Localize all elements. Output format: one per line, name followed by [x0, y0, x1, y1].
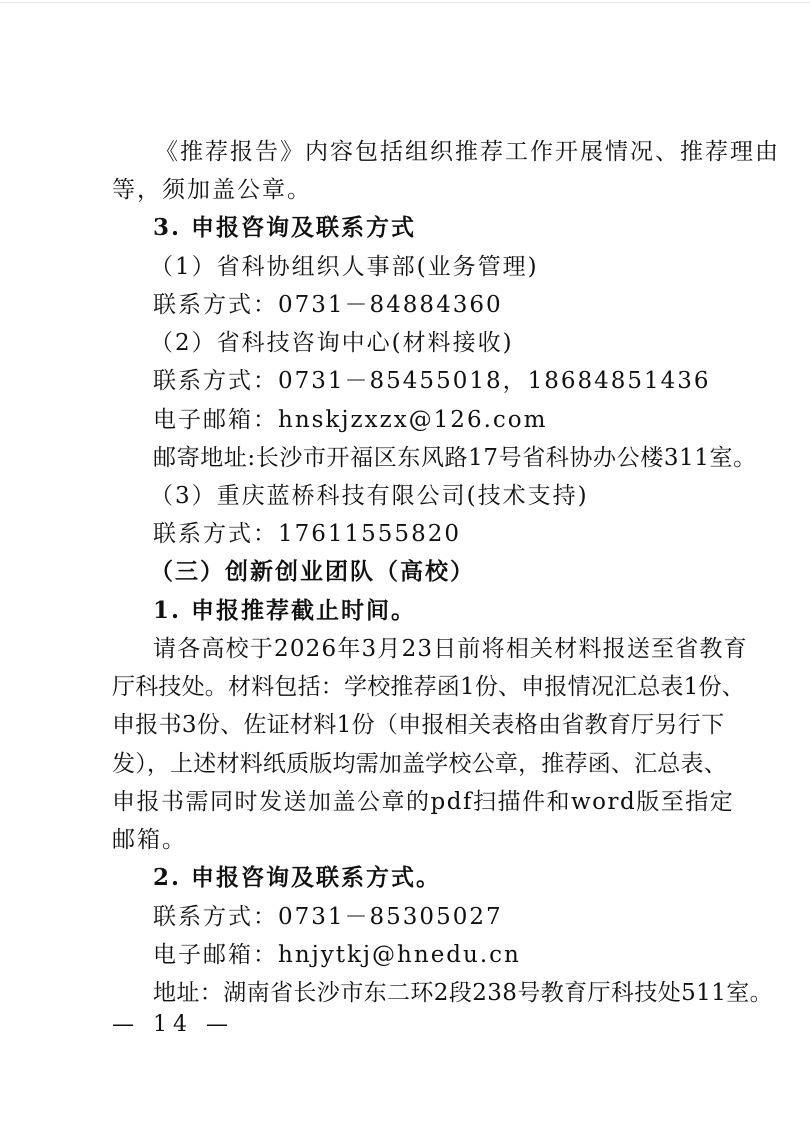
- scan-edge-line: [0, 2, 810, 3]
- paragraph-line: 等，须加盖公章。: [112, 177, 312, 203]
- paragraph-line: 联系方式：17611555820: [153, 521, 461, 547]
- paragraph-line: 申报书3份、佐证材料1份（申报相关表格由省教育厅另行下: [112, 712, 725, 738]
- paragraph-line: 申报书需同时发送加盖公章的pdf扫描件和word版至指定: [112, 789, 735, 815]
- paragraph-line: 地址：湖南省长沙市东二环2段238号教育厅科技处511室。: [153, 980, 774, 1006]
- paragraph-line: 电子邮箱：hnskjzxzx@126.com: [153, 407, 548, 433]
- page-number: — 14 —: [112, 1012, 234, 1037]
- paragraph-line: 《推荐报告》内容包括组织推荐工作开展情况、推荐理由: [155, 139, 780, 165]
- paragraph-line: （1）省科协组织人事部(业务管理): [150, 254, 539, 280]
- paragraph-line: 联系方式：0731－85305027: [153, 904, 503, 930]
- section-heading: 2. 申报咨询及联系方式。: [153, 864, 442, 891]
- paragraph-line: （2）省科技咨询中心(材料接收): [150, 330, 514, 356]
- paragraph-line: 请各高校于2026年3月23日前将相关材料报送至省教育: [153, 636, 748, 662]
- section-heading: （三）创新创业团队（高校）: [150, 558, 475, 585]
- section-heading: 3. 申报咨询及联系方式: [153, 214, 417, 241]
- paragraph-line: （3）重庆蓝桥科技有限公司(技术支持): [150, 483, 589, 509]
- paragraph-line: 发），上述材料纸质版均需加盖学校公章，推荐函、汇总表、: [112, 751, 727, 777]
- paragraph-line: 电子邮箱：hnjytkj@hnedu.cn: [153, 942, 521, 968]
- paragraph-line: 联系方式：0731－84884360: [153, 292, 503, 318]
- paragraph-line: 联系方式：0731－85455018，18684851436: [153, 368, 711, 394]
- paragraph-line: 邮寄地址:长沙市开福区东风路17号省科协办公楼311室。: [153, 445, 757, 471]
- paragraph-line: 厅科技处。材料包括：学校推荐函1份、申报情况汇总表1份、: [112, 674, 745, 700]
- paragraph-line: 邮箱。: [112, 827, 187, 853]
- section-heading: 1. 申报推荐截止时间。: [153, 597, 417, 624]
